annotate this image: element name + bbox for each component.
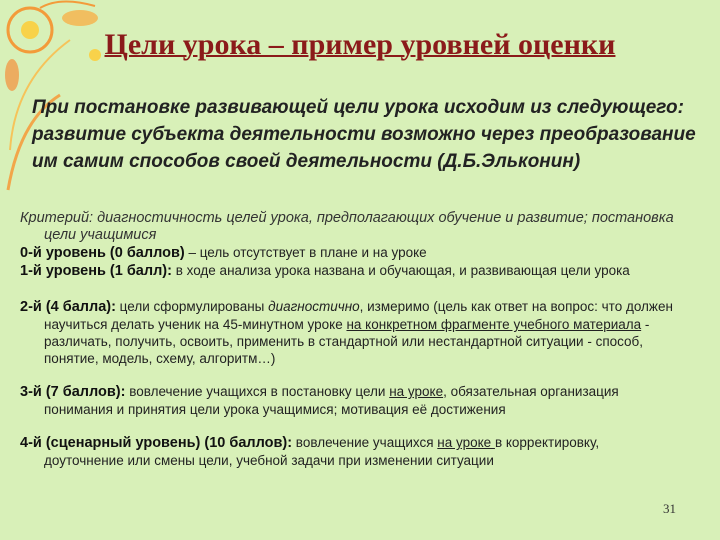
criteria-block (20, 210, 680, 469)
level-4-head: 4-й (сценарный уровень) (10 баллов): (20, 435, 293, 451)
level-4 (20, 434, 680, 469)
level-0-text: – цель отсутствует в плане и на уроке (184, 245, 427, 260)
level-0-head: 0-й уровень (0 баллов) (20, 245, 185, 261)
level-3-text-2: , обязательная организация понимания и принятия цели урока учащимися; мотивация её достижения (44, 384, 619, 417)
level-2-text-2: , измеримо (цель как ответ на вопрос: что должен научиться делать ученик на 45-минутном уроке (44, 299, 673, 332)
level-4-text-1: вовлечение учащихся (292, 435, 438, 450)
criterion-text: Критерий: диагностичность целей урока, предполагающих обучение и развитие; постановка цели учащимися (20, 210, 674, 243)
level-1 (20, 262, 680, 280)
level-3-text-1: вовлечение учащихся в постановку цели (125, 384, 390, 399)
level-2-diagnostic: диагностично (268, 299, 360, 314)
level-3-underlined: на уроке (389, 384, 444, 399)
level-4-underlined: на уроке (437, 435, 495, 450)
level-2-underlined: на конкретном фрагменте учебного материала (346, 317, 642, 332)
level-0 (20, 244, 680, 262)
level-2 (20, 298, 680, 367)
level-3-head: 3-й (7 баллов): (20, 384, 126, 400)
slide-title: Цели урока – пример уровней оценки (104, 28, 616, 61)
level-1-head: 1-й уровень (1 балл): (20, 263, 172, 279)
level-1-text: в ходе анализа урока названа и обучающая, и развивающая цели урока (171, 263, 630, 278)
level-2-text-1: цели сформулированы (115, 299, 269, 314)
intro-paragraph: При постановке развивающей цели урока исходим из следующего: развитие субъекта деятельности возможно через преобразование им самим способов своей деятельности (Д.Б.Эльконин) (32, 97, 696, 172)
page-number: 31 (663, 501, 676, 516)
level-2-text-3: - различать, получить, освоить, применить в стандартной или нестандартной ситуации - способ, понятие, модель, схему, алгоритм…) (44, 317, 650, 366)
level-4-text-2: в корректировку, доуточнение или смены цели, учебной задачи при изменении ситуации (44, 435, 600, 468)
level-2-head: 2-й (4 балла): (20, 299, 116, 315)
level-3 (20, 383, 680, 418)
